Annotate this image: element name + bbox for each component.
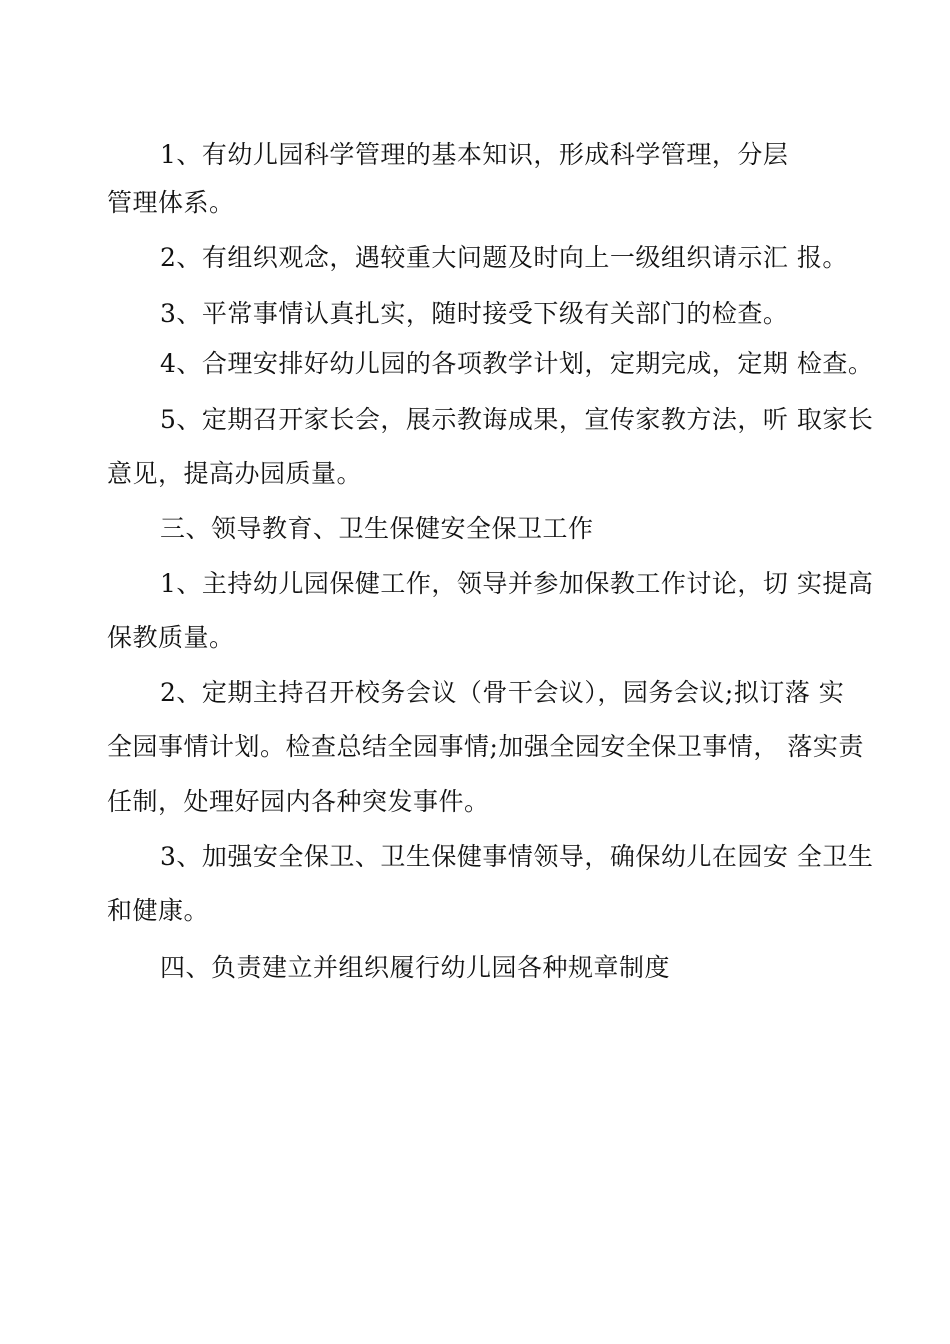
paragraph-7-line-2: 全园事情计划。检查总结全园事情;加强全园安全保卫事情， 落实责 (107, 732, 864, 761)
paragraph-8-line-1: 3、加强安全保卫、卫生保健事情领导，确保幼儿在园安 全卫生 (160, 842, 874, 871)
paragraph-5-line-1: 5、定期召开家长会，展示教诲成果，宣传家教方法，听 取家长 (160, 405, 874, 434)
paragraph-3-line-1: 3、平常事情认真扎实，随时接受下级有关部门的检查。 (160, 299, 789, 328)
paragraph-6-line-1: 1、主持幼儿园保健工作，领导并参加保教工作讨论，切 实提高 (160, 569, 874, 598)
paragraph-2-line-1: 2、有组织观念，遇较重大问题及时向上一级组织请示汇 报。 (160, 243, 848, 272)
paragraph-4-line-1: 4、合理安排好幼儿园的各项教学计划，定期完成，定期 检查。 (160, 349, 874, 378)
paragraph-1-line-1: 1、有幼儿园科学管理的基本知识，形成科学管理，分层 (160, 140, 789, 169)
section-heading-4: 四、负责建立并组织履行幼儿园各种规章制度 (160, 953, 671, 982)
paragraph-7-line-1: 2、定期主持召开校务会议（骨干会议），园务会议;拟订落 实 (160, 678, 845, 707)
paragraph-6-line-2: 保教质量。 (107, 623, 235, 652)
paragraph-5-line-2: 意见，提高办园质量。 (107, 459, 363, 488)
paragraph-8-line-2: 和健康。 (107, 896, 210, 925)
section-heading-3: 三、领导教育、卫生保健安全保卫工作 (160, 514, 594, 543)
paragraph-7-line-3: 任制，处理好园内各种突发事件。 (107, 787, 490, 816)
paragraph-1-line-2: 管理体系。 (107, 188, 235, 217)
